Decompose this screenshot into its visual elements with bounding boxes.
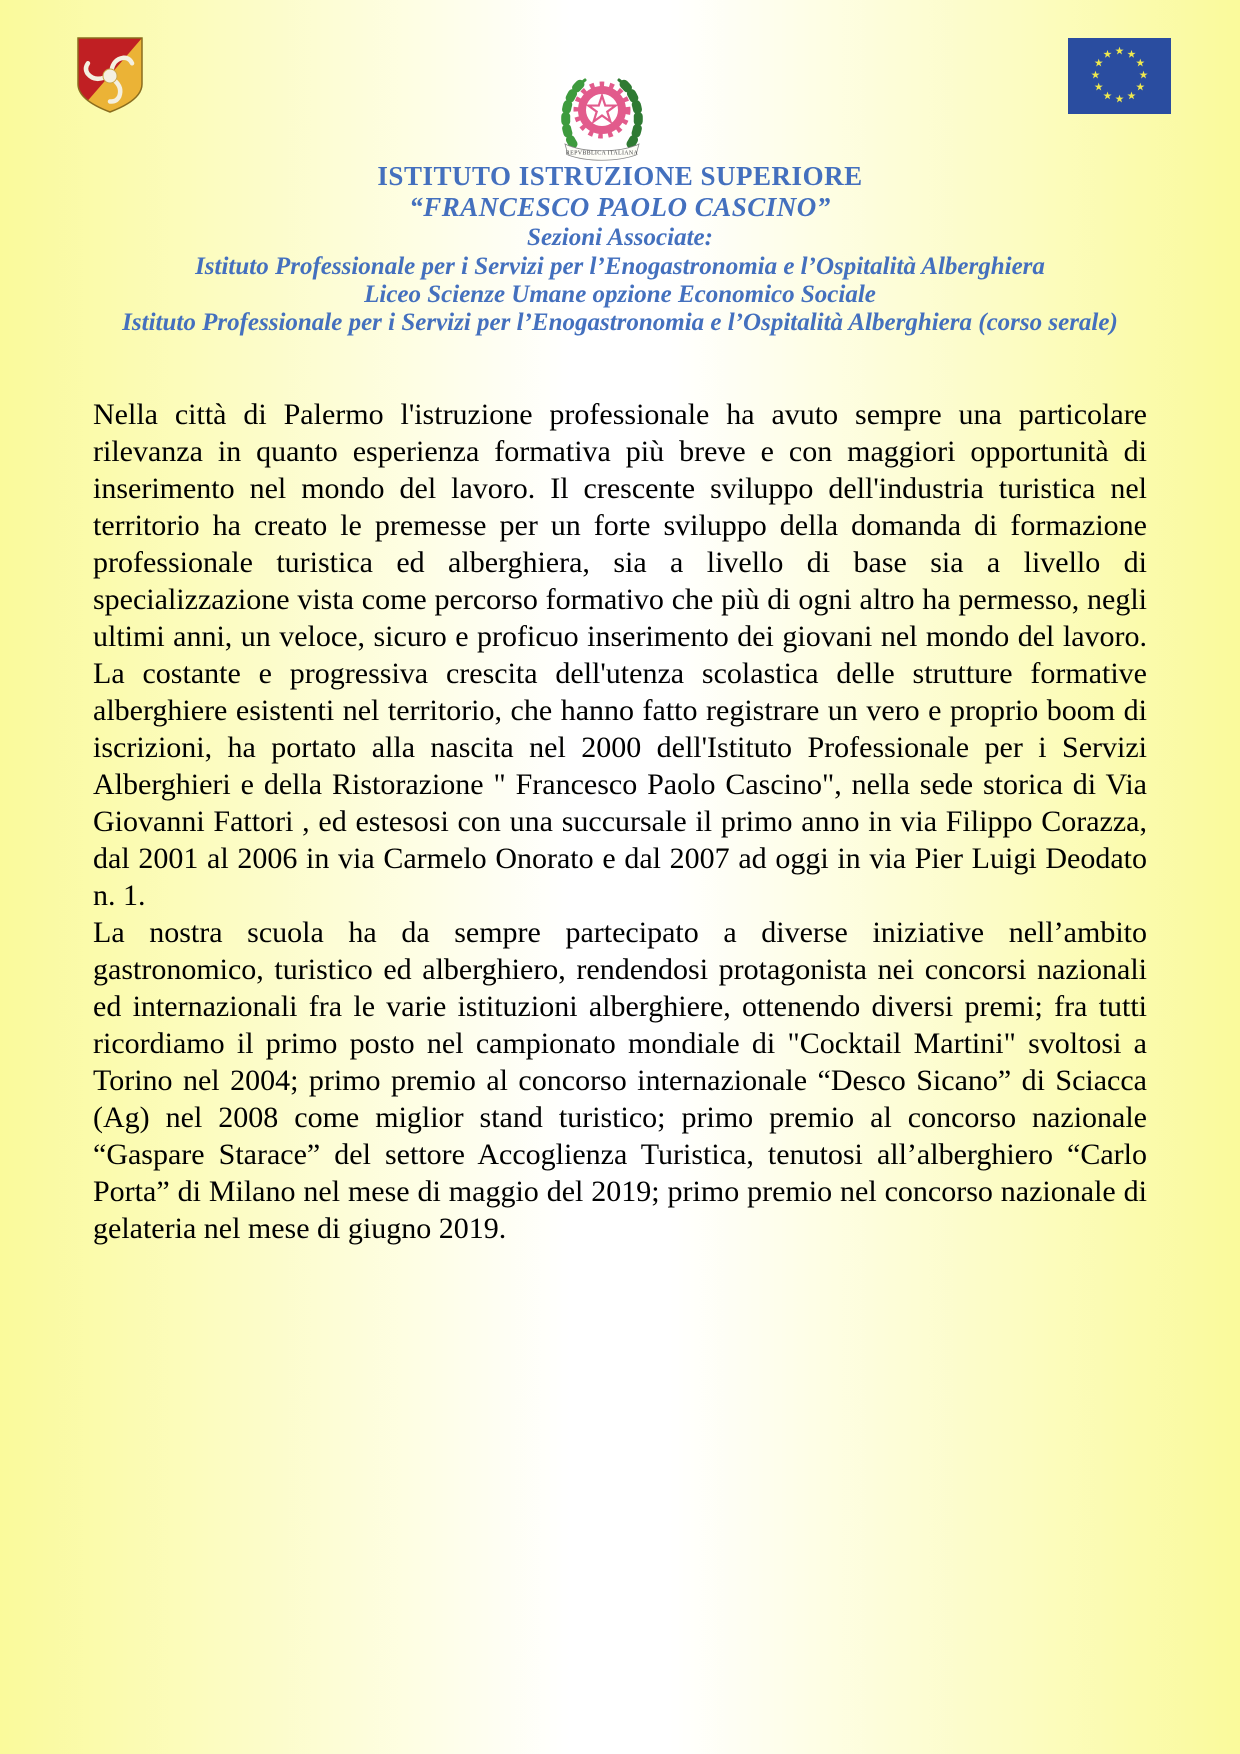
document-body [93, 396, 1147, 1247]
eu-flag-icon [1068, 38, 1171, 114]
letterhead [0, 160, 1240, 337]
section-enogastronomia: Istituto Professionale per i Servizi per l’Enogastronomia e l’Ospitalità Alberghiera [195, 253, 1045, 280]
paragraph-awards: La nostra scuola ha da sempre partecipato a diverse iniziative nell’ambito gastronomico, turistico ed alberghiero, rendendosi protagonista nei concorsi nazionali ed internazionali fra le varie istituzioni alberghiere, ottenendo diversi premi; fra tutti ricordiamo il primo posto nel campionato mondiale di "Cocktail Martini" svoltosi a Torino nel 2004; primo premio al concorso internazionale “Desco Sicano” di Sciacca (Ag) nel 2008 come miglior stand turistico; primo premio al concorso nazionale “Gaspare Starace” del settore Accoglienza Turistica, tenutosi all’alberghiero “Carlo Porta” di Milano nel mese di maggio del 2019; primo premio nel concorso nazionale di gelateria nel mese di giugno 2019. [93, 916, 1147, 1245]
emblem-banner-text: REPVBBLICA ITALIANA [565, 150, 639, 157]
sections-label: Sezioni Associate: [527, 224, 713, 251]
section-corso-serale: Istituto Professionale per i Servizi per l’Enogastronomia e l’Ospitalità Alberghiera (corso serale) [122, 309, 1118, 336]
institute-dedication: “FRANCESCO PAOLO CASCINO” [409, 192, 831, 222]
paragraph-school-history: Nella città di Palermo l'istruzione professionale ha avuto sempre una particolare rilevanza in quanto esperienza formativa più breve e con maggiori opportunità di inserimento nel mondo del lavoro. Il crescente sviluppo dell'industria turistica nel territorio ha creato le premesse per un forte sviluppo della domanda di formazione professionale turistica ed alberghiera, sia a livello di base sia a livello di specializzazione vista come percorso formativo che più di ogni altro ha permesso, negli ultimi anni, un veloce, sicuro e proficuo inserimento dei giovani nel mondo del lavoro. La costante e progressiva crescita dell'utenza scolastica delle strutture formative alberghiere esistenti nel territorio, che hanno fatto registrare un vero e proprio boom di iscrizioni, ha portato alla nascita nel 2000 dell'Istituto Professionale per i Servizi Alberghieri e della Ristorazione " Francesco Paolo Cascino", nella sede storica di Via Giovanni Fattori , ed estesosi con una succursale il primo anno in via Filippo Corazza, dal 2001 al 2006 in via Carmelo Onorato e dal 2007 ad oggi in via Pier Luigi Deodato n. 1. [93, 398, 1147, 912]
section-liceo-scienze-umane: Liceo Scienze Umane opzione Economico Sociale [364, 281, 876, 308]
sicily-coat-of-arms-icon [75, 36, 145, 114]
italian-republic-emblem-icon [557, 70, 647, 166]
institute-name: ISTITUTO ISTRUZIONE SUPERIORE [377, 161, 863, 191]
